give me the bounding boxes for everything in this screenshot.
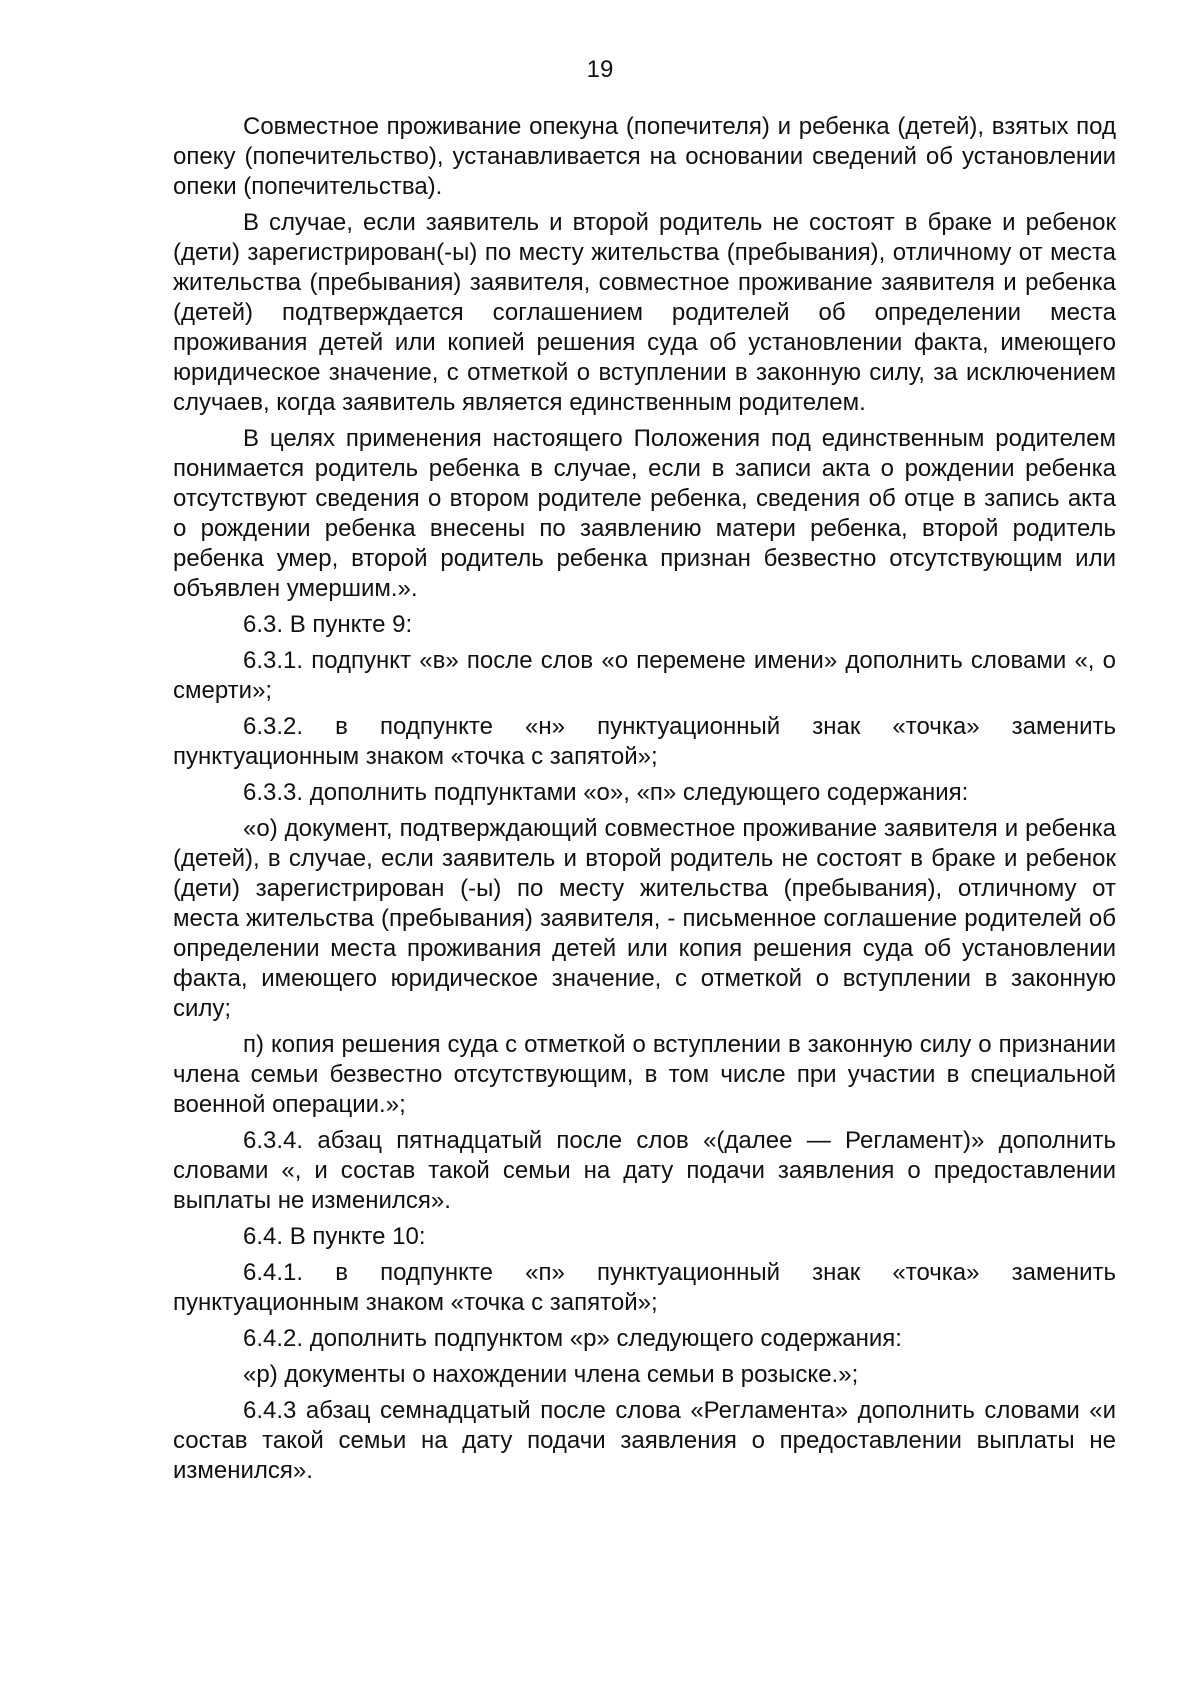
paragraph-6-3-3: 6.3.3. дополнить подпунктами «о», «п» следующего содержания: bbox=[243, 779, 969, 806]
document-body bbox=[173, 112, 1116, 1492]
paragraph-6-3-4: 6.3.4. абзац пятнадцатый после слов «(далее — Регламент)» дополнить словами «, и состав такой семьи на дату подачи заявления о предоставлении выплаты не изменился». bbox=[173, 1127, 1116, 1214]
paragraph-6-4-3: 6.4.3 абзац семнадцатый после слова «Регламента» дополнить словами «и состав такой семьи на дату подачи заявления о предоставлении выплаты не изменился». bbox=[173, 1397, 1116, 1484]
paragraph-6-3-heading: 6.3. В пункте 9: bbox=[243, 611, 413, 638]
paragraph-6-4-1: 6.4.1. в подпункте «п» пунктуационный знак «точка» заменить пунктуационным знаком «точка с запятой»; bbox=[173, 1259, 1116, 1316]
paragraph-subitem-p: п) копия решения суда с отметкой о вступлении в законную силу о признании члена семьи безвестно отсутствующим, в том числе при участии в специальной военной операции.»; bbox=[173, 1031, 1116, 1118]
paragraph-6-3-2: 6.3.2. в подпункте «н» пунктуационный знак «точка» заменить пунктуационным знаком «точка с запятой»; bbox=[173, 713, 1116, 770]
paragraph-6-3-1: 6.3.1. подпункт «в» после слов «о перемене имени» дополнить словами «, о смерти»; bbox=[173, 647, 1116, 704]
page-number: 19 bbox=[586, 56, 614, 83]
paragraph-unmarried-parents: В случае, если заявитель и второй родитель не состоят в браке и ребенок (дети) зарегистрирован(-ы) по месту жительства (пребывания), отличному от места жительства (пребывания) заявителя, совместное проживание заявителя и ребенка (детей) подтверждается соглашением родителей об определении места проживания детей или копией решения суда об установлении факта, имеющего юридическое значение, с отметкой о вступлении в законную силу, за исключением случаев, когда заявитель является единственным родителем. bbox=[173, 209, 1116, 416]
paragraph-cohabitation-guardian: Совместное проживание опекуна (попечителя) и ребенка (детей), взятых под опеку (попечительство), устанавливается на основании сведений об установлении опеки (попечительства). bbox=[173, 113, 1116, 200]
paragraph-6-4-2: 6.4.2. дополнить подпунктом «р» следующего содержания: bbox=[243, 1325, 902, 1352]
paragraph-single-parent-definition: В целях применения настоящего Положения под единственным родителем понимается родитель ребенка в случае, если в записи акта о рождении ребенка отсутствуют сведения о втором родителе ребенка, сведения об отце в запись акта о рождении ребенка внесены по заявлению матери ребенка, второй родитель ребенка умер, второй родитель ребенка признан безвестно отсутствующим или объявлен умершим.». bbox=[173, 425, 1116, 602]
paragraph-6-4-heading: 6.4. В пункте 10: bbox=[243, 1223, 426, 1250]
paragraph-subitem-o: «о) документ, подтверждающий совместное проживание заявителя и ребенка (детей), в случае, если заявитель и второй родитель не состоят в браке и ребенок (дети) зарегистрирован (-ы) по месту жительства (пребывания), отличному от места жительства (пребывания) заявителя, - письменное соглашение родителей об определении места проживания детей или копия решения суда об установлении факта, имеющего юридическое значение, с отметкой о вступлении в законную силу; bbox=[173, 815, 1116, 1022]
paragraph-subitem-r: «р) документы о нахождении члена семьи в розыске.»; bbox=[243, 1361, 859, 1388]
